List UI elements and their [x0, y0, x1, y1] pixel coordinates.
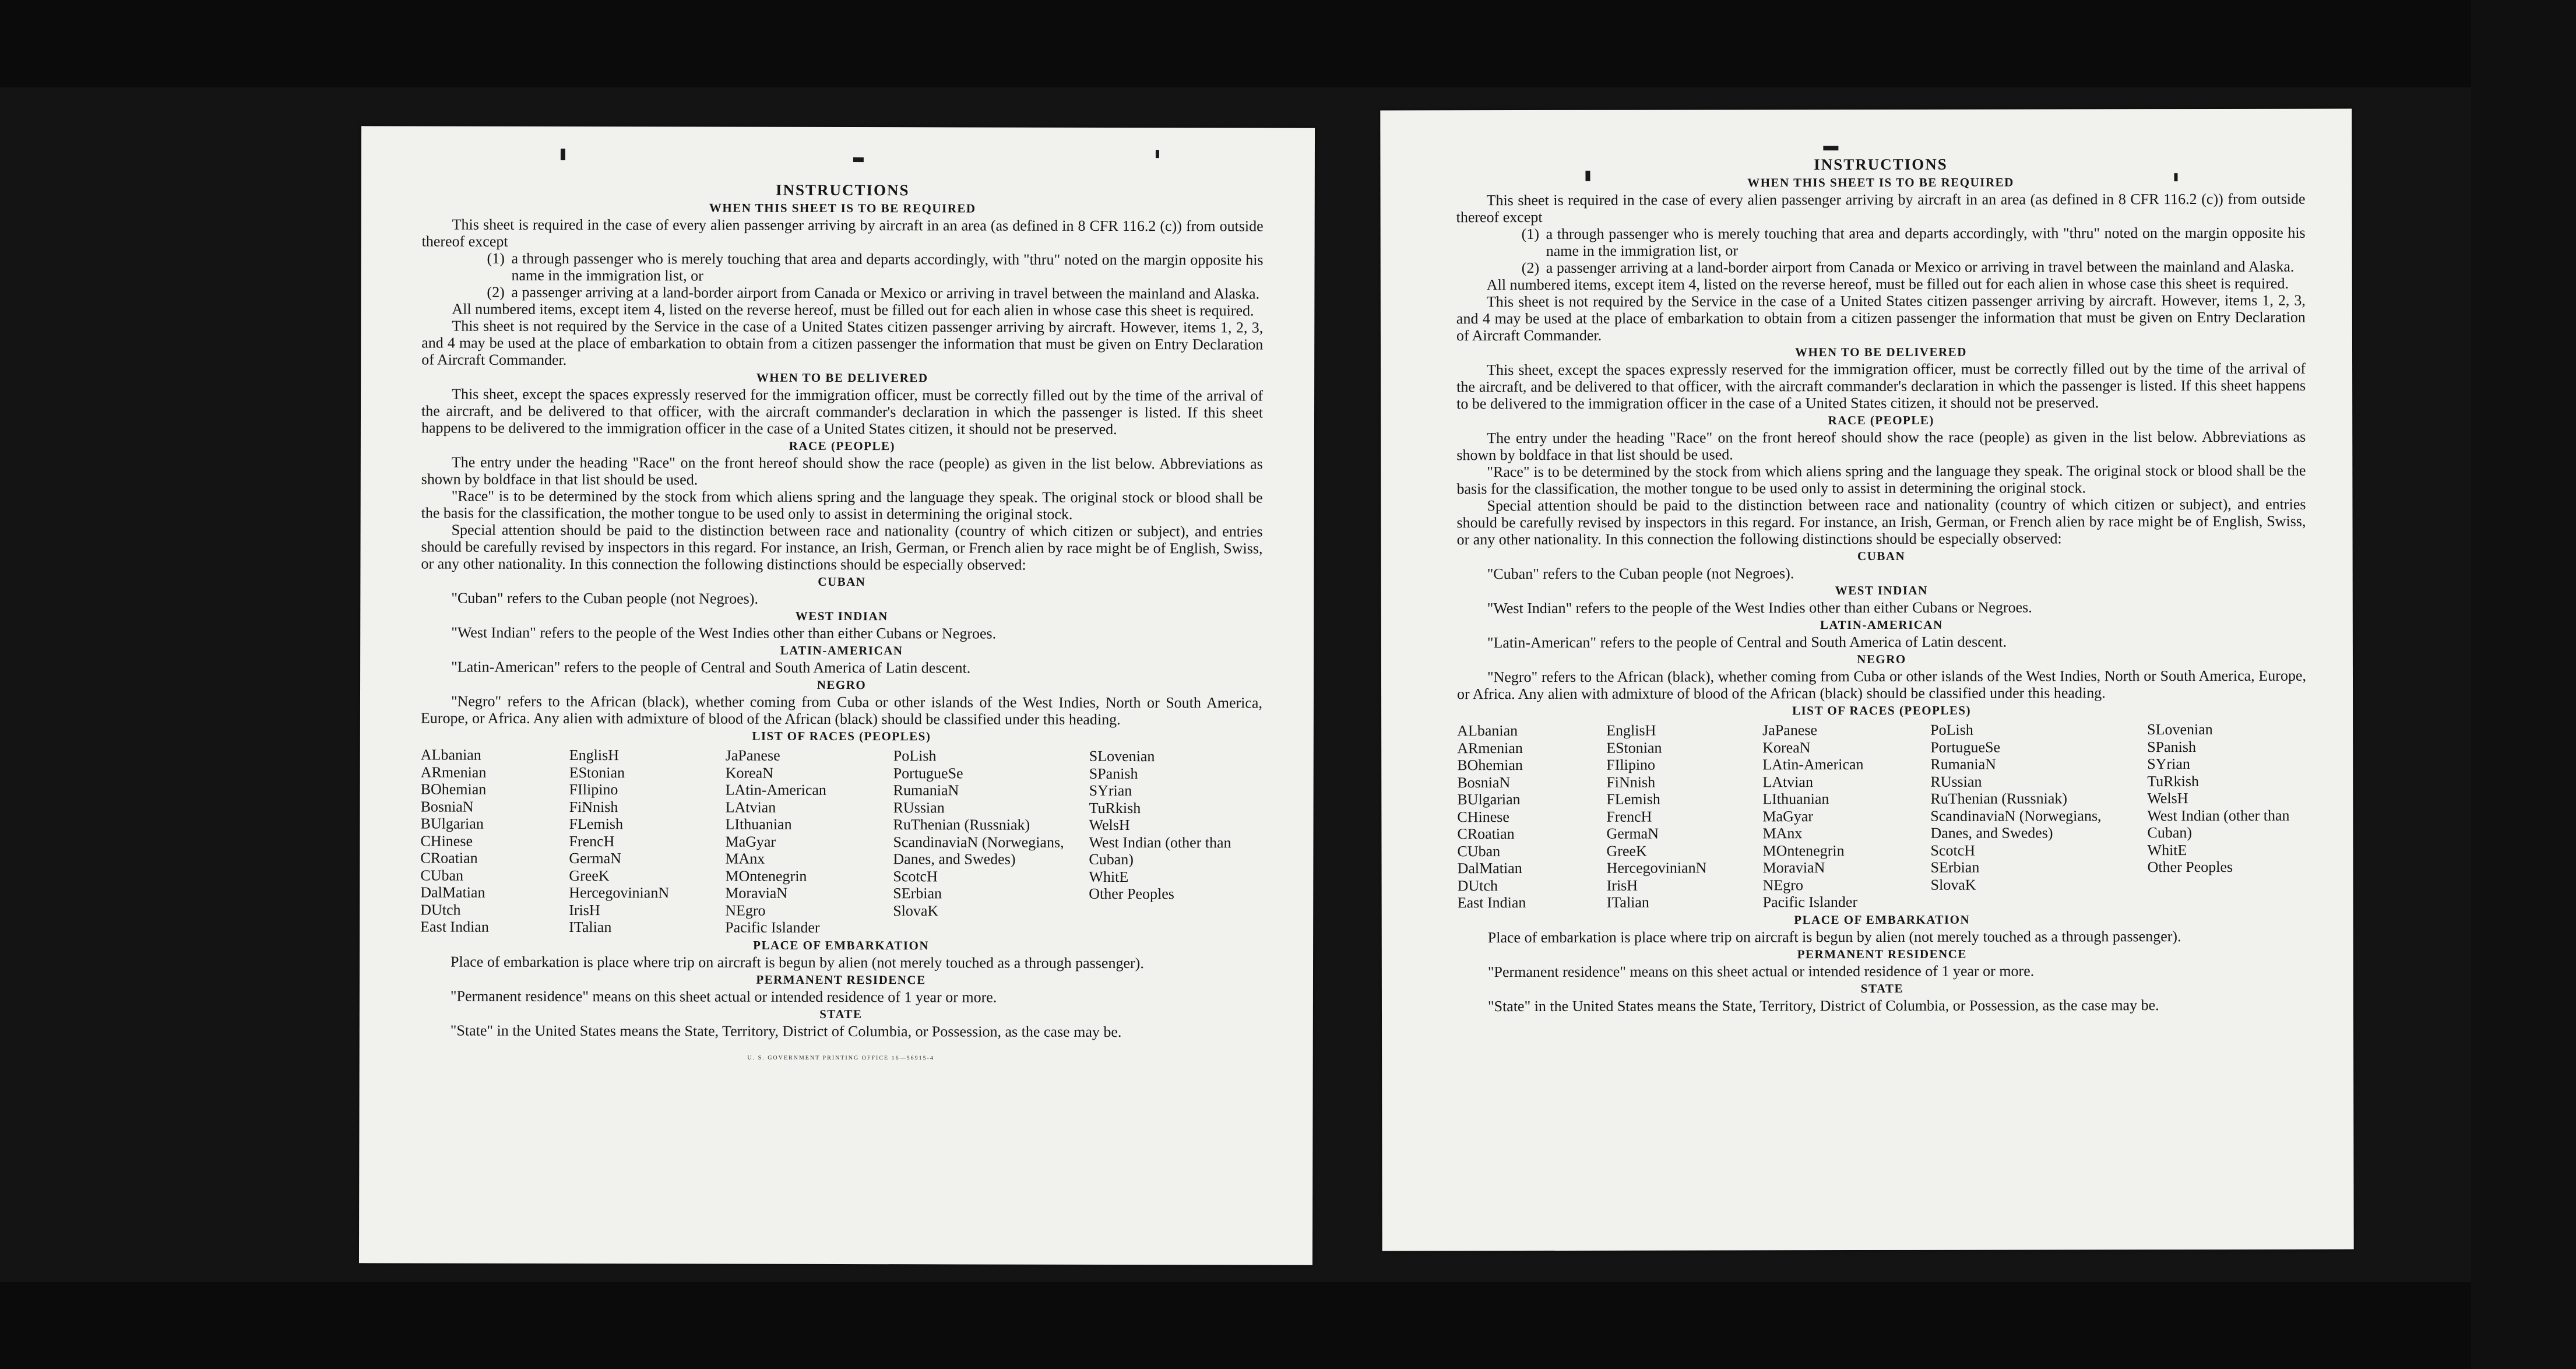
exception-number: (1): [1521, 225, 1540, 243]
race-list-table: [420, 747, 1262, 938]
race-entry: SlovaK: [893, 902, 939, 919]
race-entry: TuRkish: [1089, 799, 1141, 817]
race-entry: JaPanese: [725, 747, 780, 764]
race-entry: RuThenian (Russniak): [893, 816, 1030, 833]
exception-text: a through passenger who is merely touching that area and departs accordingly, with "thru" noted on the margin opposite his name in the immigration list, or: [1546, 224, 2306, 259]
scan-dark-band-bottom: [0, 1282, 2576, 1369]
paragraph-latin-american: "Latin-American" refers to the people of Central and South America of Latin descent.: [1487, 633, 2007, 652]
section-heading-residence: PERMANENT RESIDENCE: [756, 972, 926, 987]
race-entry: Pacific Islander: [1762, 893, 1858, 911]
race-entry: PortugueSe: [893, 764, 963, 782]
race-entry: GermaN: [1606, 825, 1659, 842]
race-entry: IrisH: [1606, 877, 1638, 894]
race-column: [1606, 722, 1763, 911]
race-column: [1089, 748, 1247, 937]
exception-text: a passenger arriving at a land-border airport from Canada or Mexico or arriving in travel between the mainland and Alaska.: [511, 283, 1260, 302]
section-heading-when-required: WHEN THIS SHEET IS TO BE REQUIRED: [709, 200, 976, 216]
race-entry: MAnx: [725, 850, 765, 867]
race-entry: CHinese: [1457, 808, 1509, 825]
race-entry: LAtin-American: [1762, 756, 1864, 773]
paragraph-latin-american: "Latin-American" refers to the people of Central and South America of Latin descent.: [451, 658, 971, 677]
race-entry: PortugueSe: [1930, 738, 2001, 756]
paragraph-when-required: This sheet is required in the case of every alien passenger arriving by aircraft in an area (as defined in 8 CFR 116.2 (c)) from outside thereof except: [1456, 190, 2306, 226]
race-entry: CUban: [1457, 842, 1501, 860]
race-entry: PoLish: [893, 747, 937, 765]
race-entry: LIthuanian: [725, 815, 792, 833]
race-entry: RUssian: [1930, 773, 1982, 790]
paragraph-west-indian: "West Indian" refers to the people of the West Indies other than either Cubans or Negroes.: [1487, 599, 2032, 617]
race-entry: BosniaN: [420, 798, 474, 815]
race-entry: ScotcH: [1930, 842, 1976, 859]
race-entry: FiNnish: [569, 798, 618, 815]
race-entry: NEgro: [725, 902, 766, 919]
hole-punch-mark: [561, 149, 565, 160]
section-heading-negro: NEGRO: [1857, 652, 1906, 667]
race-entry: SYrian: [1089, 782, 1132, 800]
race-entry: SPanish: [1089, 765, 1138, 782]
paragraph-when-delivered: This sheet, except the spaces expressly reserved for the immigration officer, must be correctly filled out by the time of the arrival of the aircraft, and be delivered to that officer, with the aircraft commander's declaration in which the passenger is listed. If this sheet happens to be delivered to the immigration officer in the case of a United States citizen, it should not be preserved.: [1456, 360, 2306, 413]
section-heading-state: STATE: [819, 1006, 863, 1021]
race-entry: SErbian: [893, 885, 942, 902]
document-page-left: [359, 126, 1315, 1265]
section-heading-residence: PERMANENT RESIDENCE: [1797, 946, 1967, 961]
race-list-table: [1457, 721, 2307, 912]
race-entry: GermaN: [569, 850, 621, 867]
race-entry: DUtch: [420, 901, 461, 918]
section-heading-when-delivered: WHEN TO BE DELIVERED: [1795, 344, 1967, 360]
race-entry: FLemish: [1606, 790, 1660, 808]
race-entry: Other Peoples: [1089, 885, 1174, 903]
hole-punch-mark: [1156, 150, 1159, 158]
paragraph-residence: "Permanent residence" means on this sheet actual or intended residence of 1 year or more.: [1487, 962, 2035, 980]
section-heading-cuban: CUBAN: [1857, 548, 1906, 564]
race-entry: GreeK: [569, 867, 610, 884]
exception-number: (2): [1521, 259, 1540, 277]
section-heading-when-required: WHEN THIS SHEET IS TO BE REQUIRED: [1747, 175, 2014, 190]
race-entry: DalMatian: [1457, 860, 1522, 877]
race-entry: EStonian: [1606, 739, 1662, 756]
exception-item: [487, 284, 1263, 302]
race-entry: EStonian: [569, 763, 625, 781]
race-entry: SPanish: [2147, 738, 2197, 755]
race-entry: FIlipino: [569, 781, 618, 798]
exception-number: (2): [487, 283, 505, 301]
section-heading-list-of-races: LIST OF RACES (PEOPLES): [1792, 703, 1972, 718]
section-heading-negro: NEGRO: [817, 677, 867, 692]
race-entry: East Indian: [420, 918, 489, 935]
section-heading-state: STATE: [1860, 981, 1904, 995]
paragraph-negro: "Negro" refers to the African (black), whether coming from Cuba or other islands of the West Indies, North or South America, Europe, or Africa. Any alien with admixture of blood of the African (black) should be classified under this heading.: [420, 692, 1263, 729]
paragraph-race-1: The entry under the heading "Race" on the front hereof should show the race (people) as given in the list below. Abbreviations as shown by boldface in that list should be used.: [421, 453, 1263, 488]
race-entry: HercegovinianN: [569, 884, 670, 902]
race-column: [2147, 721, 2299, 910]
section-heading-list-of-races: LIST OF RACES (PEOPLES): [752, 729, 931, 744]
section-heading-cuban: CUBAN: [818, 574, 866, 589]
scan-dark-strip-right: [2471, 0, 2576, 1369]
document-page-right: [1380, 109, 2353, 1251]
race-entry: WhitE: [2147, 841, 2187, 858]
race-entry: WelsH: [1089, 816, 1130, 834]
race-entry: ScotcH: [893, 867, 938, 885]
race-entry: ALbanian: [420, 746, 481, 763]
race-entry: BOhemian: [420, 780, 487, 798]
race-entry: BUlgarian: [1457, 791, 1521, 808]
hole-punch-mark: [2174, 173, 2177, 181]
race-entry: LIthuanian: [1762, 790, 1829, 808]
page-title: INSTRUCTIONS: [776, 181, 910, 199]
hole-punch-mark: [1823, 146, 1838, 150]
race-entry: EnglisH: [1606, 722, 1656, 739]
page-title: INSTRUCTIONS: [1814, 155, 1948, 174]
race-entry: EnglisH: [569, 747, 620, 764]
race-entry: PoLish: [1930, 721, 1973, 738]
race-entry: MOntenegrin: [1762, 842, 1845, 859]
race-entry: RumaniaN: [893, 782, 959, 799]
paragraph-embarkation: Place of embarkation is place where trip on aircraft is begun by alien (not merely touched as a through passenger).: [1487, 927, 2181, 946]
race-entry: West Indian (other than Cuban): [2147, 807, 2290, 842]
paragraph-citizen: This sheet is not required by the Service in the case of a United States citizen passenger arriving by aircraft. However, items 1, 2, 3, and 4 may be used at the place of embarkation to obtain from a citizen passenger the information that must be given on Entry Declaration of Aircraft Commander.: [1456, 291, 2306, 344]
race-column: [1457, 722, 1607, 912]
race-entry: FLemish: [569, 815, 624, 833]
race-entry: GreeK: [1606, 842, 1647, 860]
race-entry: BOhemian: [1457, 756, 1523, 774]
paragraph-race-1: The entry under the heading "Race" on the front hereof should show the race (people) as given in the list below. Abbreviations as shown by boldface in that list should be used.: [1456, 428, 2306, 464]
race-entry: FrencH: [569, 832, 615, 850]
race-entry: RUssian: [893, 798, 945, 816]
section-heading-west-indian: WEST INDIAN: [1835, 583, 1928, 598]
exception-text: a through passenger who is merely touching that area and departs accordingly, with "thru" noted on the margin opposite his name in the immigration list, or: [511, 249, 1264, 284]
race-column: [1762, 722, 1931, 911]
paragraph-when-delivered: This sheet, except the spaces expressly reserved for the immigration officer, must be correctly filled out by the time of the arrival of the aircraft, and be delivered to that officer, with the aircraft commander's declaration in which the passenger is listed. If this sheet happens to be delivered to the immigration officer in the case of a United States citizen, it should not be preserved.: [421, 385, 1264, 438]
race-entry: CRoatian: [1457, 825, 1515, 843]
race-entry: CUban: [420, 867, 464, 884]
printing-office-imprint: U. S. GOVERNMENT PRINTING OFFICE 16—56915-4: [747, 1054, 934, 1061]
race-entry: KoreaN: [725, 764, 774, 782]
race-entry: DalMatian: [420, 884, 485, 901]
hole-punch-mark: [1585, 171, 1590, 181]
race-entry: ALbanian: [1457, 722, 1518, 740]
section-heading-when-delivered: WHEN TO BE DELIVERED: [756, 370, 928, 385]
exception-item: [1522, 224, 2306, 259]
paragraph-cuban: "Cuban" refers to the Cuban people (not Negroes).: [451, 589, 759, 607]
race-entry: MAnx: [1762, 825, 1803, 842]
section-heading-embarkation: PLACE OF EMBARKATION: [1794, 912, 1970, 927]
race-column: [725, 747, 893, 937]
race-entry: MOntenegrin: [725, 867, 807, 885]
race-entry: ScandinaviaN (Norwegians, Danes, and Swedes): [893, 833, 1064, 868]
race-entry: SYrian: [2147, 755, 2190, 773]
paragraph-residence: "Permanent residence" means on this sheet actual or intended residence of 1 year or more.: [450, 987, 997, 1006]
race-entry: CRoatian: [420, 849, 478, 867]
race-entry: WhitE: [1089, 868, 1129, 885]
scan-dark-band-top: [0, 0, 2576, 87]
race-entry: MaGyar: [1762, 807, 1814, 825]
race-entry: KoreaN: [1762, 738, 1811, 756]
race-entry: MoraviaN: [1762, 859, 1825, 877]
section-heading-latin-american: LATIN-AMERICAN: [1820, 617, 1943, 632]
race-entry: Other Peoples: [2147, 858, 2233, 876]
race-column: [893, 747, 1089, 937]
race-entry: SLovenian: [1089, 747, 1155, 765]
paragraph-negro: "Negro" refers to the African (black), whether coming from Cuba or other islands of the West Indies, North or South America, Europe, or Africa. Any alien with admixture of blood of the African (black) should be classified under this heading.: [1457, 667, 2307, 703]
section-heading-race: RACE (PEOPLE): [789, 438, 896, 453]
race-entry: DUtch: [1457, 877, 1498, 894]
race-entry: SErbian: [1930, 858, 1980, 876]
paragraph-west-indian: "West Indian" refers to the people of the West Indies other than either Cubans or Negroes.: [451, 624, 997, 642]
paragraph-citizen: This sheet is not required by the Service in the case of a United States citizen passenger arriving by aircraft. However, items 1, 2, 3, and 4 may be used at the place of embarkation to obtain from a citizen passenger the information that must be given on Entry Declaration of Aircraft Commander.: [421, 317, 1264, 369]
paragraph-state: "State" in the United States means the State, Territory, District of Columbia, or Possession, as the case may be.: [450, 1022, 1122, 1040]
section-heading-embarkation: PLACE OF EMBARKATION: [753, 938, 930, 952]
race-entry: West Indian (other than Cuban): [1089, 833, 1231, 868]
race-entry: BUlgarian: [420, 815, 484, 832]
hole-punch-mark: [853, 157, 864, 162]
race-entry: SLovenian: [2147, 720, 2213, 738]
race-entry: CHinese: [420, 832, 473, 850]
paragraph-race-2: "Race" is to be determined by the stock from which aliens spring and the language they speak. The original stock or blood shall be the basis for the classification, the mother tongue to be used only to assist in determining the original stock.: [1456, 462, 2306, 498]
race-entry: MoraviaN: [725, 884, 788, 902]
race-entry: East Indian: [1457, 894, 1526, 912]
race-column: [569, 747, 726, 936]
race-entry: LAtin-American: [725, 781, 826, 798]
exception-text: a passenger arriving at a land-border airport from Canada or Mexico or arriving in travel between the mainland and Alaska.: [1546, 258, 2295, 276]
race-entry: SlovaK: [1930, 876, 1976, 893]
race-entry: JaPanese: [1762, 722, 1818, 739]
race-entry: ScandinaviaN (Norwegians, Danes, and Swedes): [1930, 807, 2102, 842]
race-entry: BosniaN: [1457, 773, 1511, 791]
race-entry: IrisH: [569, 901, 600, 918]
race-entry: NEgro: [1762, 876, 1803, 893]
race-entry: WelsH: [2147, 790, 2188, 807]
exception-number: (1): [487, 249, 505, 267]
race-entry: LAtvian: [1762, 773, 1813, 790]
race-entry: MaGyar: [725, 833, 776, 850]
paragraph-race-3: Special attention should be paid to the distinction between race and nationality (country of which citizen or subject), and entries should be carefully revised by inspectors in this regard. For instance, an Irish, German, or French alien by race might be of English, Swiss, or any other nationality. In this connection the following distinctions should be especially observed:: [1456, 495, 2306, 548]
race-entry: ITalian: [1606, 893, 1649, 911]
race-entry: FrencH: [1606, 808, 1652, 825]
race-entry: RumaniaN: [1930, 755, 1996, 773]
paragraph-when-required: This sheet is required in the case of every alien passenger arriving by aircraft in an area (as defined in 8 CFR 116.2 (c)) from outside thereof except: [421, 216, 1264, 250]
race-entry: TuRkish: [2147, 772, 2199, 790]
paragraph-race-3: Special attention should be paid to the distinction between race and nationality (country of which citizen or subject), and entries should be carefully revised by inspectors in this regard. For instance, an Irish, German, or French alien by race might be of English, Swiss, or any other nationality. In this connection the following distinctions should be especially observed:: [421, 521, 1263, 573]
paragraph-embarkation: Place of embarkation is place where trip on aircraft is begun by alien (not merely touched as a through passenger).: [451, 953, 1144, 972]
exception-item: [1522, 258, 2306, 276]
race-entry: ITalian: [569, 918, 612, 936]
section-heading-latin-american: LATIN-AMERICAN: [780, 643, 903, 658]
race-entry: RuThenian (Russniak): [1930, 790, 2068, 807]
paragraph-cuban: "Cuban" refers to the Cuban people (not Negroes).: [1487, 565, 1794, 583]
section-heading-race: RACE (PEOPLE): [1828, 413, 1934, 428]
race-column: [420, 747, 569, 936]
race-entry: FiNnish: [1606, 773, 1656, 791]
race-entry: HercegovinianN: [1606, 859, 1707, 877]
race-column: [1930, 721, 2148, 910]
race-entry: ARmenian: [420, 763, 487, 781]
race-entry: ARmenian: [1457, 739, 1523, 756]
paragraph-state: "State" in the United States means the State, Territory, District of Columbia, or Possession, as the case may be.: [1487, 996, 2159, 1015]
paragraph-numbered-items: All numbered items, except item 4, listed on the reverse hereof, must be filled out for each alien in whose case this sheet is required.: [452, 300, 1254, 319]
exception-item: [487, 250, 1263, 286]
race-entry: Pacific Islander: [725, 918, 820, 936]
section-heading-west-indian: WEST INDIAN: [795, 608, 888, 624]
paragraph-numbered-items: All numbered items, except item 4, listed on the reverse hereof, must be filled out for each alien in whose case this sheet is required.: [1486, 274, 2289, 294]
race-entry: FIlipino: [1606, 756, 1656, 773]
paragraph-race-2: "Race" is to be determined by the stock from which aliens spring and the language they speak. The original stock or blood shall be the basis for the classification, the mother tongue to be used only to assist in determining the original stock.: [421, 487, 1263, 523]
race-entry: LAtvian: [725, 798, 776, 816]
